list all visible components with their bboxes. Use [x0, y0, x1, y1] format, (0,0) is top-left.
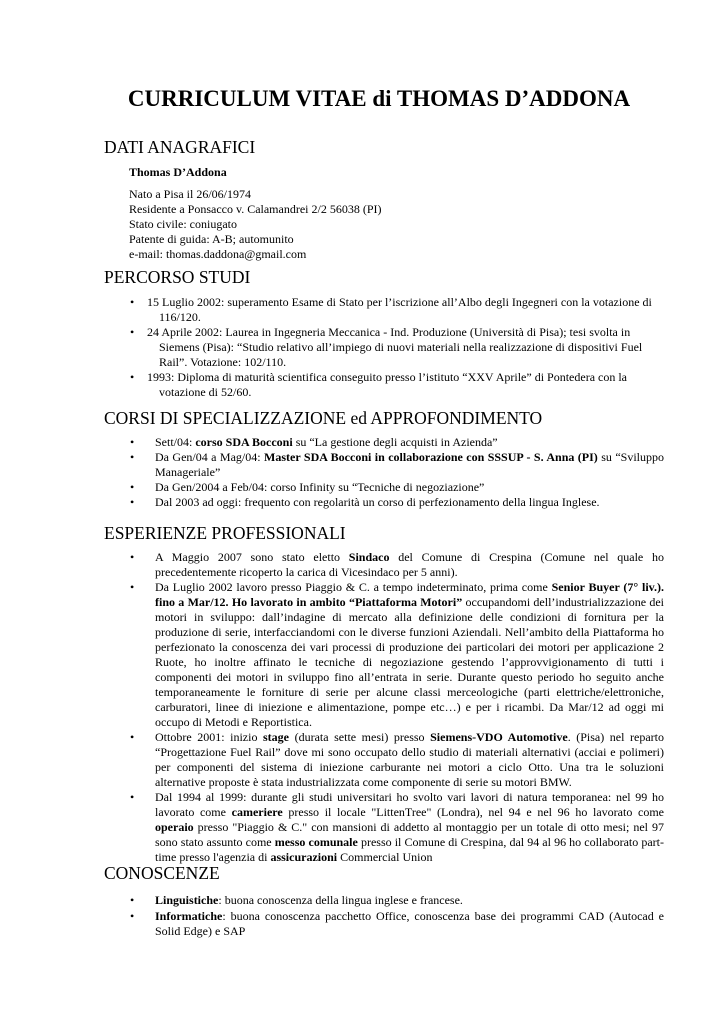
- section-conoscenze: [104, 862, 664, 940]
- email-line: e-mail: thomas.daddona@gmail.com: [129, 247, 307, 261]
- section-heading: CORSI DI SPECIALIZZAZIONE ed APPROFONDIMENTO: [104, 408, 543, 428]
- section-heading: ESPERIENZE PROFESSIONALI: [104, 523, 346, 543]
- list-item: • Linguistiche: buona conoscenza della lingua inglese e francese.: [104, 893, 664, 908]
- experience-list: [104, 550, 664, 865]
- list-item: • Dal 2003 ad oggi: frequento con regolarità un corso di perfezionamento della lingua Inglese.: [104, 495, 664, 510]
- section-dati-anagrafici: [104, 136, 664, 262]
- personal-data: [129, 165, 664, 262]
- list-item: • Da Luglio 2002 lavoro presso Piaggio & C. a tempo indeterminato, prima come Senior Buyer (7° liv.). fino a Mar/12. Ho lavorato in ambito “Piattaforma Motori” occupandomi dell’industrializzazione dei motori in sviluppo: dall’indagine di mercato alla definizione delle condizioni di fornitura per la produzione di serie, interfacciandomi con le diverse funzioni Aziendali. Nell’ambito della Piattaforma ho perfezionato la conoscenza dei vari processi di produzione dei particolari dei motori per applicazione 2 Ruote, ho inoltre affinato le tecniche di negoziazione gestendo l’approvvigionamento di tutti i componenti dei motori in sviluppo fino all’entrata in serie. Durante questo periodo ho seguito anche temporaneamente le forniture di serie per alcune classi merceologiche (parti elettriche/elettroniche, carburatori, linee di iniezione e alimentazione, pompe etc…) e per i ricambi. Da Mar/12 ad oggi mi occupo di Metodi e Reportistica.: [104, 580, 664, 730]
- list-item: • 1993: Diploma di maturità scientifica conseguito presso l’istituto “XXV Aprile” di Pontedera con la votazione di 52/60.: [104, 370, 664, 400]
- skills-list: [104, 893, 664, 939]
- studies-list: [104, 295, 664, 400]
- section-percorso-studi: [104, 266, 664, 400]
- list-item: • 24 Aprile 2002: Laurea in Ingegneria Meccanica - Ind. Produzione (Università di Pisa); tesi svolta in Siemens (Pisa): “Studio relativo all’impiego di nuovi materiali nella realizzazione di dispositivi Fuel Rail”. Votazione: 102/110.: [104, 325, 664, 370]
- list-item: • Sett/04: corso SDA Bocconi su “La gestione degli acquisti in Azienda”: [104, 435, 664, 450]
- civil-status-line: Stato civile: coniugato: [129, 217, 237, 231]
- section-heading: DATI ANAGRAFICI: [104, 137, 256, 157]
- birth-line: Nato a Pisa il 26/06/1974: [129, 187, 251, 201]
- section-corsi: [104, 407, 664, 510]
- list-item: • A Maggio 2007 sono stato eletto Sindaco del Comune di Crespina (Comune nel quale ho precedentemente ricoperto la carica di Vicesindaco per 5 anni).: [104, 550, 664, 580]
- courses-list: [104, 435, 664, 510]
- section-esperienze: [104, 522, 664, 865]
- section-heading: PERCORSO STUDI: [104, 267, 251, 287]
- section-heading: CONOSCENZE: [104, 863, 220, 883]
- list-item: • Informatiche: buona conoscenza pacchetto Office, conoscenza base dei programmi CAD (Autocad e Solid Edge) e SAP: [104, 909, 664, 939]
- list-item: • Ottobre 2001: inizio stage (durata sette mesi) presso Siemens-VDO Automotive. (Pisa) nel reparto “Progettazione Fuel Rail” dove mi sono occupato dello studio di materiali alternativi (acciai e polimeri) per componenti del sistema di iniezione carburante nei motori a ciclo Otto. Una tra le soluzioni alternative proposte è stata industrializzata come componente di serie su motori BMW.: [104, 730, 664, 790]
- list-item: • Dal 1994 al 1999: durante gli studi universitari ho svolto vari lavori di natura temporanea: nel 99 ho lavorato come cameriere presso il locale "LittenTree" (Londra), nel 94 e nel 96 ho lavorato come operaio presso "Piaggio & C." con mansioni di addetto al montaggio per un totale di otto mesi; nel 97 sono stato assunto come messo comunale presso il Comune di Crespina, dal 94 al 96 ho collaborato part-time presso l'agenzia di assicurazioni Commercial Union: [104, 790, 664, 865]
- address-line: Residente a Ponsacco v. Calamandrei 2/2 56038 (PI): [129, 202, 382, 216]
- list-item: • Da Gen/2004 a Feb/04: corso Infinity su “Tecniche di negoziazione”: [104, 480, 664, 495]
- list-item: • Da Gen/04 a Mag/04: Master SDA Bocconi in collaborazione con SSSUP - S. Anna (PI) su “Sviluppo Manageriale”: [104, 450, 664, 480]
- document-title: CURRICULUM VITAE di THOMAS D’ADDONA: [127, 86, 631, 111]
- license-line: Patente di guida: A-B; automunito: [129, 232, 294, 246]
- person-name: Thomas D’Addona: [129, 165, 227, 179]
- list-item: • 15 Luglio 2002: superamento Esame di Stato per l’iscrizione all’Albo degli Ingegneri con la votazione di 116/120.: [104, 295, 664, 325]
